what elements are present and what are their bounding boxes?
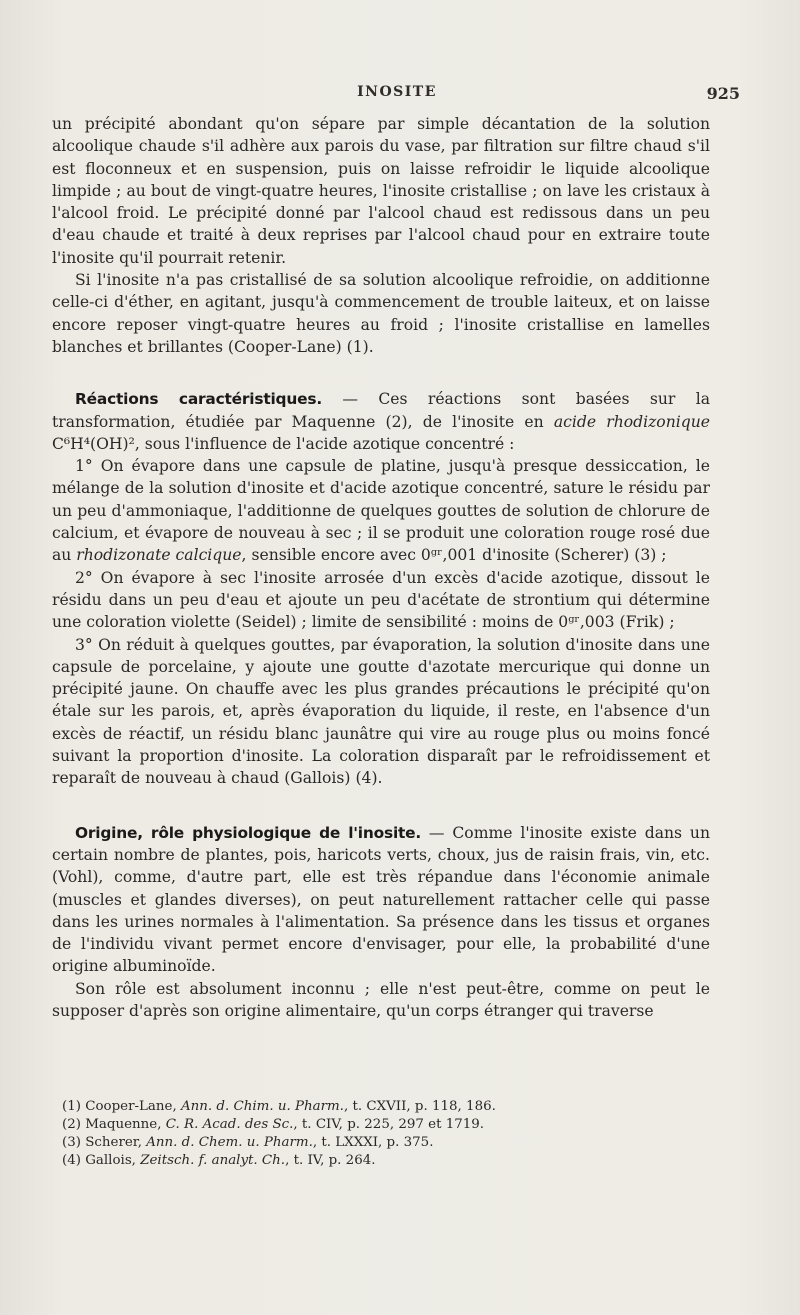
footnote-2 [62, 1116, 662, 1134]
paragraph-ether: Si l'inosite n'a pas cristallisé de sa solution alcoolique refroidie, on additionne celle-ci d'éther, en agitant, jusqu'à commencement de trouble laiteux, et on laisse encore reposer vingt-quatre heures au froid ; l'inosite cristallise en lamelles blanches et brillantes (Cooper-Lane) (1). [52, 271, 710, 356]
paragraph-reaction-1 [52, 455, 710, 566]
footnote-1-ref: , t. CXVII, p. 118, 186. [343, 1099, 496, 1114]
reactions-text-b: C⁶H⁴(OH)², sous l'influence de l'acide azotique concentré : [52, 434, 515, 453]
footnote-1-author: (1) Cooper-Lane, [62, 1099, 181, 1114]
footnote-2-journal: C. R. Acad. des Sc. [165, 1117, 294, 1132]
footnote-3 [62, 1134, 662, 1152]
footnote-3-author: (3) Scherer, [62, 1135, 147, 1150]
paragraph-role: Son rôle est absolument inconnu ; elle n'est peut-être, comme on peut le supposer d'après son origine alimentaire, qu'un corps étranger qui traverse [52, 979, 710, 1020]
reactions-text-a: — Ces réactions sont basées sur la transformation, étudiée par Maquenne (2), de l'inosite en [52, 390, 710, 431]
paragraph-reactions [52, 388, 710, 455]
body-text [52, 113, 710, 1022]
reactions-italic: acide rhodizonique [553, 412, 710, 431]
section-heading-origin: Origine, rôle physiologique de l'inosite. [75, 823, 422, 842]
paragraph-continuation: un précipité abondant qu'on sépare par simple décantation de la solution alcoolique chaude s'il adhère aux parois du vase, par filtration sur filtre chaud s'il est floconneux et en suspension, puis on laisse refroidir le liquide alcoolique limpide ; au bout de vingt-quatre heures, l'inosite cristallise ; on lave les cristaux à l'alcool froid. Le précipité donné par l'alcool chaud est redissous dans un peu d'eau chaude et traité à deux reprises par l'alcool chaud pour en extraire toute l'inosite qu'il pourrait retenir. [52, 115, 710, 267]
section-heading-reactions: Réactions caractéristiques. [75, 390, 322, 409]
paragraph-origin [52, 822, 710, 978]
footnote-2-author: (2) Maquenne, [62, 1117, 166, 1132]
footnote-1 [62, 1098, 662, 1116]
footnote-2-ref: , t. CIV, p. 225, 297 et 1719. [293, 1117, 485, 1132]
footnote-3-journal: Ann. d. Chem. u. Pharm. [146, 1135, 313, 1150]
footnote-4 [62, 1152, 662, 1170]
reaction-1-italic: rhodizonate calcique [76, 546, 242, 565]
paragraph-reaction-2: 2° On évapore à sec l'inosite arrosée d'un excès d'acide azotique, dissout le résidu dans un peu d'eau et ajoute un peu d'acétate de strontium qui détermine une coloration violette (Seidel) ; limite de sensibilité : moins de 0ᵍʳ,003 (Frik) ; [52, 568, 710, 632]
reaction-1-text-a: 1° On évapore dans une capsule de platine, jusqu'à presque dessiccation, le mélange de la solution d'inosite et d'acide azotique concentré, sature le résidu par un peu d'ammoniaque, l'additionne de quelques gouttes de solution de chlorure de calcium, et évapore de nouveau à sec ; il se produit une coloration rouge rosé due au [52, 457, 710, 565]
footnote-1-journal: Ann. d. Chim. u. Pharm. [180, 1099, 344, 1114]
page-number: 925 [706, 84, 740, 103]
page-title: INOSITE [357, 84, 437, 100]
footnote-4-ref: , t. IV, p. 264. [285, 1153, 376, 1168]
origin-text: — Comme l'inosite existe dans un certain nombre de plantes, pois, haricots verts, choux, jus de raisin frais, vin, etc. (Vohl), comme, d'autre part, elle est très répandue dans l'économie animale (muscles et glandes diverses), on peut naturellement rattacher celle qui passe dans les urines normales à l'alimentation. Sa présence dans les tissus et organes de l'individu vivant permet encore d'envisager, pour elle, la probabilité d'une origine albuminoïde. [52, 823, 710, 976]
paragraph-reaction-3: 3° On réduit à quelques gouttes, par évaporation, la solution d'inosite dans une capsule de porcelaine, y ajoute une goutte d'azotate mercurique qui donne un précipité jaune. On chauffe avec les plus grandes précautions le précipité qu'on étale sur les parois, et, après évaporation du liquide, il reste, en l'absence d'un excès de réactif, un résidu blanc jaunâtre qui vire au rouge plus ou moins foncé suivant la proportion d'inosite. La coloration disparaît par le refroidissement et reparaît de nouveau à chaud (Gallois) (4). [52, 635, 710, 788]
footnotes [62, 1098, 662, 1170]
footnote-4-author: (4) Gallois, [62, 1153, 141, 1168]
footnote-3-ref: , t. LXXXI, p. 375. [312, 1135, 434, 1150]
reaction-1-text-b: , sensible encore avec 0ᵍʳ,001 d'inosite (Scherer) (3) ; [241, 546, 667, 565]
footnote-4-journal: Zeitsch. f. analyt. Ch. [140, 1153, 286, 1168]
running-head [54, 84, 740, 106]
